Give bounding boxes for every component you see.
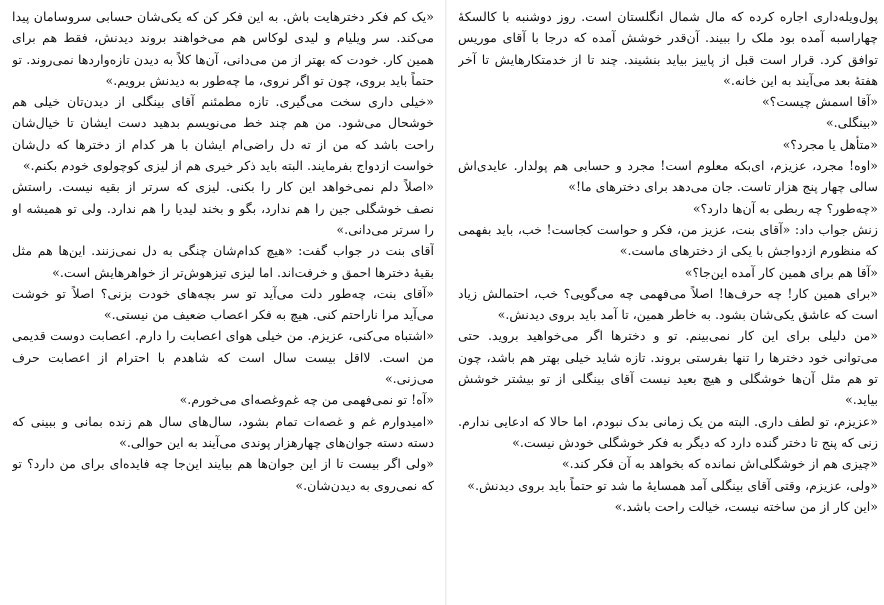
paragraph: «ولی اگر بیست تا از این جوان‌ها هم بیایند این‌جا چه فایده‌ای برای من دارد؟ تو که نمی‌روی به دیدن‌شان.» (12, 456, 434, 493)
paragraph: «بینگلی.» (825, 115, 878, 131)
paragraph: «چیزی هم از خوشگلی‌اش نمانده که بخواهد به آن فکر کند.» (561, 456, 878, 472)
right-page (458, 6, 878, 602)
paragraph: «آه! تو نمی‌فهمی من چه غم‌وغصه‌ای می‌خورم.» (179, 392, 434, 408)
left-page (12, 6, 434, 602)
paragraph: «امیدوارم غم و غصه‌ات تمام بشود، سال‌های سال هم زنده بمانی و ببینی که دسته دسته جوان‌های چهارهزار پوندی می‌آیند به این حوالی.» (12, 413, 434, 450)
paragraph: «عزیزم، تو لطف داری. البته من یک زمانی بدک نبودم، اما حالا که ادعایی ندارم. زنی که پنج تا دختر گنده دارد که دیگر به فکر خوشگلی خودش نیست.» (458, 413, 878, 450)
paragraph: «آقا اسمش چیست؟» (761, 94, 878, 110)
paragraph: «ولی، عزیزم، وقتی آقای بینگلی آمد همسایهٔ ما شد تو حتماً باید بروی دیدنش.» (467, 477, 878, 493)
paragraph: «اوه! مجرد، عزیزم، ای‌بکه معلوم است! مجرد و حسابی هم پولدار. عایدی‌اش سالی چهار پنج هزار تاست. جان می‌دهد برای دخترهای ما!» (458, 158, 878, 195)
paragraph: «آقا هم برای همین کار آمده این‌جا؟» (684, 264, 878, 280)
paragraph: «یک کم فکر دخترهایت باش. به این فکر کن که یکی‌شان حسابی سروسامان پیدا می‌کند. سر ویلیام و لیدی لوکاس هم می‌خواهند بروند دیدنش، فقط هم برای همین کار. خودت که بهتر از من می‌دانی، آن‌ها کلاً به دیدن تازه‌واردها نمی‌روند. تو حتماً باید بروی، چون تو اگر نروی، ما چه‌طور به دیدنش برویم.» (12, 9, 434, 88)
paragraph: «این کار از من ساخته نیست، خیالت راحت باشد.» (614, 498, 878, 514)
page-gutter (445, 0, 447, 605)
paragraph: «چه‌طور؟ چه ربطی به آن‌ها دارد؟» (692, 200, 878, 216)
paragraph: «برای همین کار! چه حرف‌ها! اصلاً می‌فهمی چه می‌گویی؟ خب، احتمالش زیاد است که عاشق یکی‌شان بشود. به خاطر همین، تا آمد باید بروی دیدنش.» (458, 285, 878, 323)
paragraph: زنش جواب داد: «آقای بنت، عزیز من، فکر و حواست کجاست! خب، باید بفهمی که منظورم ازدواجش با یکی از دخترهای ماست.» (458, 221, 878, 259)
paragraph: آقای بنت در جواب گفت: «هیچ کدام‌شان چنگی به دل نمی‌زنند. این‌ها هم مثل بقیهٔ دخترها احمق و خرفت‌اند. اما لیزی تیزهوش‌تر از خواهرهایش است.» (12, 243, 434, 280)
paragraph: «متأهل یا مجرد؟» (782, 136, 878, 152)
paragraph: پول‌ویله‌داری اجاره کرده که مال شمال انگلستان است. روز دوشنبه با کالسکهٔ چهاراسبه آمده بود ملک را ببیند. آن‌قدر خوشش آمده که درجا با آقای موریس توافق کرد. قرار است قبل از پاییز بیاید بنشیند. چند تا از خدمتکارهایش تا آخر هفتهٔ بعد می‌آیند به این خانه.» (458, 9, 878, 88)
paragraph: «خیلی داری سخت می‌گیری. تازه مطمئنم آقای بینگلی از دیدن‌تان خیلی هم خوشحال می‌شود. من هم چند خط می‌نویسم بدهید دست ایشان تا خیال‌شان راحت باشد که من از ته دل راضی‌ام ایشان با هر کدام از دخترها که دل‌شان خواست ازدواج بفرمایند. البته باید ذکر خیری هم از لیزی کوچولوی خودم بکنم.» (12, 94, 434, 174)
paragraph: «من دلیلی برای این کار نمی‌بینم. تو و دخترها اگر می‌خواهید بروید. حتی می‌توانی خود دخترها را تنها بفرستی بروند. تازه شاید خیلی بهتر هم باشد، چون تو هم مثل آن‌ها خوشگلی و هیچ بعید نیست آقای بینگلی از تو بیشتر خوشش بیاید.» (458, 328, 878, 408)
paragraph: «اشتباه می‌کنی، عزیزم. من خیلی هوای اعصابت را دارم. اعصابت دوست قدیمی من است. لااقل بیست سال است که شاهدم با احترام از اعصابت حرف می‌زنی.» (12, 328, 434, 387)
paragraph: «آقای بنت، چه‌طور دلت می‌آید تو سر بچه‌های خودت بزنی؟ اصلاً تو خوشت می‌آید مرا ناراحتم کنی. هیچ به فکر اعصاب ضعیف من نیستی.» (12, 285, 434, 323)
paragraph: «اصلاً دلم نمی‌خواهد این کار را بکنی. لیزی که سرتر از بقیه نیست. راستش نصف خوشگلی جین را هم ندارد، بگو و بخند لیدیا را هم ندارد. ولی تو همیشه او را سرتر می‌دانی.» (12, 179, 434, 237)
